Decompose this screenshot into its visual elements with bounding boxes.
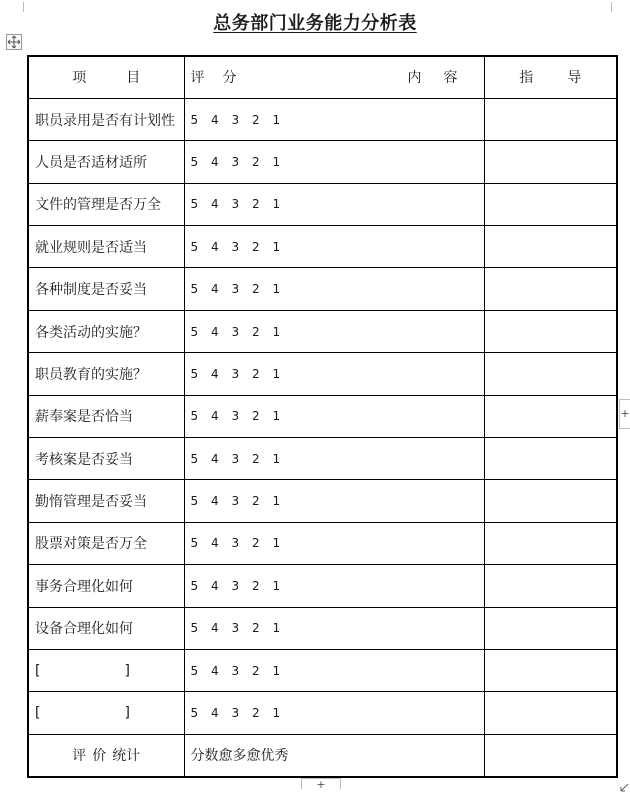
header-evaluation	[184, 56, 484, 98]
guidance-cell[interactable]	[484, 480, 617, 522]
score-value[interactable]: 2	[252, 451, 260, 466]
score-scale	[184, 607, 484, 649]
item-cell: 设备合理化如何	[28, 607, 184, 649]
score-value[interactable]: 2	[252, 663, 260, 678]
score-value[interactable]: 2	[252, 706, 260, 721]
score-value[interactable]: 2	[252, 621, 260, 636]
score-scale	[184, 438, 484, 480]
score-value[interactable]: 4	[211, 282, 219, 297]
table-row	[28, 141, 617, 183]
score-value[interactable]: 2	[252, 366, 260, 381]
score-value[interactable]: 1	[272, 366, 281, 381]
bracket-close: ]	[124, 705, 130, 722]
guidance-cell[interactable]	[484, 141, 617, 183]
score-scale	[184, 522, 484, 564]
summary-row	[28, 734, 617, 776]
summary-label	[28, 734, 184, 776]
guidance-cell[interactable]	[484, 353, 617, 395]
score-value[interactable]: 3	[231, 154, 240, 169]
blank-item-row	[28, 649, 617, 691]
summary-label-word: 统计	[112, 748, 141, 765]
add-column-button[interactable]: +	[619, 399, 630, 429]
score-value[interactable]: 2	[252, 578, 260, 593]
guidance-cell[interactable]	[484, 522, 617, 564]
score-value[interactable]: 2	[252, 324, 260, 339]
table-row	[28, 353, 617, 395]
margin-mark-right	[611, 2, 612, 12]
score-scale	[184, 226, 484, 268]
table-row	[28, 98, 617, 140]
guidance-cell[interactable]	[484, 310, 617, 352]
score-value[interactable]: 4	[211, 451, 219, 466]
score-value[interactable]: 1	[272, 282, 281, 297]
item-cell: 人员是否适材适所	[28, 141, 184, 183]
score-value[interactable]: 4	[211, 366, 219, 381]
table-row	[28, 310, 617, 352]
score-scale	[184, 310, 484, 352]
score-value[interactable]: 3	[231, 366, 240, 381]
score-value[interactable]: 4	[211, 706, 219, 721]
score-value[interactable]: 3	[231, 663, 240, 678]
item-cell: 职员教育的实施？	[28, 353, 184, 395]
score-scale	[184, 649, 484, 691]
analysis-table	[27, 55, 618, 778]
score-scale	[184, 183, 484, 225]
score-value[interactable]: 1	[272, 621, 281, 636]
item-cell: 各种制度是否妥当	[28, 268, 184, 310]
table-row	[28, 226, 617, 268]
score-value[interactable]: 2	[252, 494, 260, 509]
item-cell: 薪奉案是否恰当	[28, 395, 184, 437]
score-value[interactable]: 3	[231, 494, 240, 509]
bracket-close: ]	[124, 662, 130, 679]
header-content-char: 容	[443, 70, 458, 87]
score-value[interactable]: 1	[272, 706, 281, 721]
bracket-open: [	[35, 662, 41, 679]
guidance-cell[interactable]	[484, 183, 617, 225]
header-guidance	[484, 56, 617, 98]
score-value[interactable]: 4	[211, 154, 219, 169]
score-value[interactable]: 3	[231, 409, 240, 424]
guidance-cell[interactable]	[484, 268, 617, 310]
summary-label-word: 价	[92, 748, 107, 765]
score-value[interactable]: 5	[190, 494, 199, 509]
summary-label-word: 评	[72, 748, 87, 765]
score-value[interactable]: 4	[211, 536, 219, 551]
blank-item-cell[interactable]	[28, 692, 184, 734]
table-resize-handle-icon[interactable]	[619, 778, 630, 789]
table-header-row	[28, 56, 617, 98]
table-row	[28, 565, 617, 607]
item-cell: 股票对策是否万全	[28, 522, 184, 564]
table-row	[28, 183, 617, 225]
item-cell: 就业规则是否适当	[28, 226, 184, 268]
score-scale	[184, 141, 484, 183]
table-row	[28, 395, 617, 437]
score-value[interactable]: 5	[190, 112, 199, 127]
score-value[interactable]: 1	[272, 197, 281, 212]
score-value[interactable]: 5	[190, 239, 199, 254]
score-value[interactable]: 3	[231, 706, 240, 721]
add-row-button[interactable]: +	[301, 778, 341, 789]
score-value[interactable]: 4	[211, 239, 219, 254]
guidance-cell[interactable]	[484, 565, 617, 607]
table-row	[28, 607, 617, 649]
header-content-char: 内	[407, 70, 422, 87]
header-item-char: 项	[72, 70, 87, 87]
guidance-cell[interactable]	[484, 98, 617, 140]
score-value[interactable]: 1	[272, 239, 281, 254]
score-value[interactable]: 3	[231, 197, 240, 212]
score-value[interactable]: 1	[272, 451, 281, 466]
score-value[interactable]: 5	[190, 282, 199, 297]
score-value[interactable]: 5	[190, 154, 199, 169]
score-value[interactable]: 5	[190, 536, 199, 551]
table-move-handle-icon[interactable]	[6, 34, 22, 50]
item-cell: 考核案是否妥当	[28, 438, 184, 480]
score-value[interactable]: 3	[231, 324, 240, 339]
score-value[interactable]: 2	[252, 536, 260, 551]
score-value[interactable]: 2	[252, 409, 260, 424]
score-value[interactable]: 5	[190, 366, 199, 381]
score-value[interactable]: 1	[272, 536, 281, 551]
score-value[interactable]: 3	[231, 239, 240, 254]
score-value[interactable]: 5	[190, 621, 199, 636]
score-value[interactable]: 2	[252, 282, 260, 297]
blank-item-row	[28, 692, 617, 734]
score-scale	[184, 692, 484, 734]
item-cell: 事务合理化如何	[28, 565, 184, 607]
guidance-cell[interactable]	[484, 692, 617, 734]
score-value[interactable]: 1	[272, 578, 281, 593]
score-value[interactable]: 1	[272, 112, 281, 127]
score-value[interactable]: 5	[190, 197, 199, 212]
guidance-cell[interactable]	[484, 438, 617, 480]
score-value[interactable]: 2	[252, 154, 260, 169]
header-eval-char: 评	[190, 70, 205, 87]
score-value[interactable]: 1	[272, 154, 281, 169]
header-item-char: 目	[126, 70, 141, 87]
score-value[interactable]: 1	[272, 324, 281, 339]
summary-note: 分数愈多愈优秀	[184, 734, 484, 776]
score-value[interactable]: 3	[231, 451, 240, 466]
item-cell: 勤惰管理是否妥当	[28, 480, 184, 522]
header-eval-char: 分	[222, 70, 237, 87]
score-value[interactable]: 5	[190, 451, 199, 466]
score-value[interactable]: 1	[272, 663, 281, 678]
score-value[interactable]: 5	[190, 663, 199, 678]
score-value[interactable]: 1	[272, 494, 281, 509]
bracket-open: [	[35, 705, 41, 722]
score-value[interactable]: 4	[211, 663, 219, 678]
table-row	[28, 480, 617, 522]
score-value[interactable]: 4	[211, 409, 219, 424]
header-item	[28, 56, 184, 98]
score-scale	[184, 353, 484, 395]
item-cell: 文件的管理是否万全	[28, 183, 184, 225]
score-value[interactable]: 3	[231, 578, 240, 593]
score-scale	[184, 565, 484, 607]
table-row	[28, 522, 617, 564]
score-value[interactable]: 4	[211, 324, 219, 339]
guidance-cell[interactable]	[484, 395, 617, 437]
score-value[interactable]: 5	[190, 578, 199, 593]
blank-item-cell[interactable]	[28, 649, 184, 691]
score-value[interactable]: 5	[190, 706, 199, 721]
item-cell: 各类活动的实施？	[28, 310, 184, 352]
score-value[interactable]: 1	[272, 409, 281, 424]
header-guide-char: 导	[567, 70, 582, 87]
score-value[interactable]: 5	[190, 409, 199, 424]
guidance-cell[interactable]	[484, 649, 617, 691]
guidance-cell[interactable]	[484, 607, 617, 649]
score-value[interactable]: 4	[211, 578, 219, 593]
table-row	[28, 438, 617, 480]
table-row	[28, 268, 617, 310]
score-value[interactable]: 4	[211, 494, 219, 509]
score-value[interactable]: 3	[231, 112, 240, 127]
score-value[interactable]: 2	[252, 112, 260, 127]
score-scale	[184, 395, 484, 437]
score-value[interactable]: 3	[231, 621, 240, 636]
score-value[interactable]: 3	[231, 282, 240, 297]
margin-mark-left	[23, 2, 24, 12]
score-scale	[184, 480, 484, 522]
summary-guidance-cell[interactable]	[484, 734, 617, 776]
guidance-cell[interactable]	[484, 226, 617, 268]
score-value[interactable]: 5	[190, 324, 199, 339]
score-value[interactable]: 2	[252, 239, 260, 254]
item-cell: 职员录用是否有计划性	[28, 98, 184, 140]
score-value[interactable]: 2	[252, 197, 260, 212]
header-guide-char: 指	[519, 70, 534, 87]
score-scale	[184, 98, 484, 140]
score-scale	[184, 268, 484, 310]
score-value[interactable]: 4	[211, 197, 219, 212]
score-value[interactable]: 4	[211, 621, 219, 636]
page-title: 总务部门业务能力分析表	[213, 13, 417, 34]
score-value[interactable]: 3	[231, 536, 240, 551]
score-value[interactable]: 4	[211, 112, 219, 127]
